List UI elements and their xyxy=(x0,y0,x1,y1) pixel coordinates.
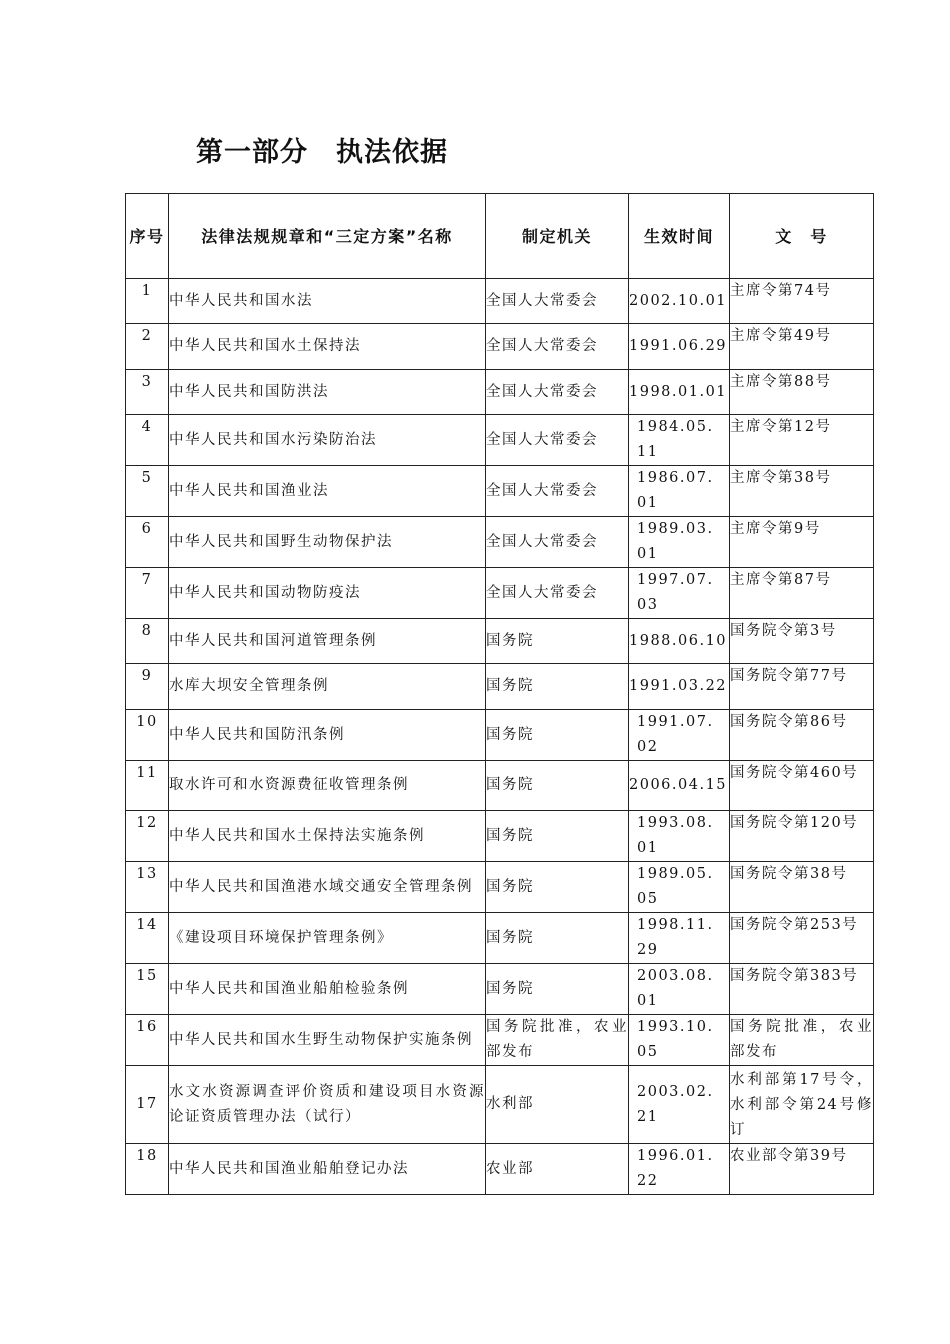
row-authority: 国务院 xyxy=(486,811,629,862)
row-authority: 全国人大常委会 xyxy=(486,568,629,619)
row-authority: 国务院 xyxy=(486,862,629,913)
row-date: 1998.01.01 xyxy=(629,370,730,415)
row-doc: 主席令第74号 xyxy=(730,279,874,324)
table-row xyxy=(126,862,874,913)
row-name: 中华人民共和国野生动物保护法 xyxy=(169,517,486,568)
row-date: 2002.10.01 xyxy=(629,279,730,324)
row-date: 1998.11.29 xyxy=(629,913,730,964)
row-seq: 1 xyxy=(126,279,169,324)
row-doc: 农业部令第39号 xyxy=(730,1144,874,1195)
row-doc: 国务院令第383号 xyxy=(730,964,874,1015)
row-seq: 18 xyxy=(126,1144,169,1195)
row-authority: 全国人大常委会 xyxy=(486,370,629,415)
row-date: 1996.01.22 xyxy=(629,1144,730,1195)
header-date: 生效时间 xyxy=(629,194,730,279)
row-seq: 13 xyxy=(126,862,169,913)
row-doc: 国务院批准，农业部发布 xyxy=(730,1015,874,1066)
row-authority: 水利部 xyxy=(486,1066,629,1144)
row-doc: 主席令第12号 xyxy=(730,415,874,466)
table-row xyxy=(126,568,874,619)
row-date: 1993.08.01 xyxy=(629,811,730,862)
row-date: 1993.10.05 xyxy=(629,1015,730,1066)
row-name: 中华人民共和国渔港水域交通安全管理条例 xyxy=(169,862,486,913)
row-name: 中华人民共和国渔业法 xyxy=(169,466,486,517)
row-authority: 全国人大常委会 xyxy=(486,279,629,324)
row-seq: 4 xyxy=(126,415,169,466)
table-body xyxy=(126,279,874,1195)
row-seq: 8 xyxy=(126,619,169,664)
header-name: 法律法规规章和“三定方案”名称 xyxy=(169,194,486,279)
row-authority: 国务院 xyxy=(486,710,629,761)
table-row xyxy=(126,370,874,415)
row-date: 2003.08.01 xyxy=(629,964,730,1015)
row-doc: 国务院令第77号 xyxy=(730,664,874,710)
row-name: 中华人民共和国动物防疫法 xyxy=(169,568,486,619)
row-seq: 12 xyxy=(126,811,169,862)
row-authority: 全国人大常委会 xyxy=(486,415,629,466)
row-doc: 国务院令第38号 xyxy=(730,862,874,913)
row-seq: 17 xyxy=(126,1066,169,1144)
row-name: 中华人民共和国水污染防治法 xyxy=(169,415,486,466)
row-name: 《建设项目环境保护管理条例》 xyxy=(169,913,486,964)
row-seq: 16 xyxy=(126,1015,169,1066)
row-name: 水库大坝安全管理条例 xyxy=(169,664,486,710)
row-authority: 国务院 xyxy=(486,664,629,710)
row-name: 中华人民共和国渔业船舶检验条例 xyxy=(169,964,486,1015)
row-authority: 国务院批准，农业部发布 xyxy=(486,1015,629,1066)
law-basis-table xyxy=(125,193,874,1195)
row-date: 2003.02.21 xyxy=(629,1066,730,1144)
row-seq: 2 xyxy=(126,324,169,370)
row-doc: 主席令第49号 xyxy=(730,324,874,370)
row-date: 2006.04.15 xyxy=(629,761,730,811)
row-doc: 主席令第38号 xyxy=(730,466,874,517)
row-seq: 11 xyxy=(126,761,169,811)
row-doc: 主席令第88号 xyxy=(730,370,874,415)
row-name: 中华人民共和国防汛条例 xyxy=(169,710,486,761)
table-row xyxy=(126,415,874,466)
row-authority: 国务院 xyxy=(486,761,629,811)
row-authority: 国务院 xyxy=(486,913,629,964)
table-row xyxy=(126,1144,874,1195)
row-doc: 主席令第9号 xyxy=(730,517,874,568)
row-date: 1989.05.05 xyxy=(629,862,730,913)
row-authority: 全国人大常委会 xyxy=(486,324,629,370)
row-seq: 3 xyxy=(126,370,169,415)
row-seq: 7 xyxy=(126,568,169,619)
table-row xyxy=(126,466,874,517)
row-date: 1991.03.22 xyxy=(629,664,730,710)
table-row xyxy=(126,664,874,710)
row-name: 中华人民共和国水生野生动物保护实施条例 xyxy=(169,1015,486,1066)
table-row xyxy=(126,1015,874,1066)
row-name: 中华人民共和国防洪法 xyxy=(169,370,486,415)
row-name: 中华人民共和国水土保持法 xyxy=(169,324,486,370)
row-name: 中华人民共和国渔业船舶登记办法 xyxy=(169,1144,486,1195)
row-date: 1984.05.11 xyxy=(629,415,730,466)
row-doc: 水利部第17号令，水利部令第24号修订 xyxy=(730,1066,874,1144)
row-date: 1988.06.10 xyxy=(629,619,730,664)
row-date: 1991.06.29 xyxy=(629,324,730,370)
row-name: 中华人民共和国水土保持法实施条例 xyxy=(169,811,486,862)
table-header-row xyxy=(126,194,874,279)
table-row xyxy=(126,619,874,664)
row-seq: 9 xyxy=(126,664,169,710)
row-doc: 国务院令第3号 xyxy=(730,619,874,664)
row-date: 1989.03.01 xyxy=(629,517,730,568)
row-authority: 国务院 xyxy=(486,964,629,1015)
row-doc: 国务院令第253号 xyxy=(730,913,874,964)
row-seq: 14 xyxy=(126,913,169,964)
row-seq: 5 xyxy=(126,466,169,517)
table-row xyxy=(126,1066,874,1144)
table-row xyxy=(126,913,874,964)
header-seq: 序号 xyxy=(126,194,169,279)
row-authority: 全国人大常委会 xyxy=(486,517,629,568)
row-doc: 国务院令第120号 xyxy=(730,811,874,862)
header-doc: 文 号 xyxy=(730,194,874,279)
header-authority: 制定机关 xyxy=(486,194,629,279)
row-name: 取水许可和水资源费征收管理条例 xyxy=(169,761,486,811)
page-title: 第一部分 执法依据 xyxy=(196,137,448,168)
row-seq: 6 xyxy=(126,517,169,568)
row-authority: 全国人大常委会 xyxy=(486,466,629,517)
row-doc: 国务院令第460号 xyxy=(730,761,874,811)
table-row xyxy=(126,517,874,568)
row-authority: 国务院 xyxy=(486,619,629,664)
table-row xyxy=(126,761,874,811)
row-name: 水文水资源调查评价资质和建设项目水资源论证资质管理办法（试行） xyxy=(169,1066,486,1144)
table-row xyxy=(126,279,874,324)
table-row xyxy=(126,964,874,1015)
row-date: 1997.07.03 xyxy=(629,568,730,619)
row-authority: 农业部 xyxy=(486,1144,629,1195)
row-seq: 10 xyxy=(126,710,169,761)
row-seq: 15 xyxy=(126,964,169,1015)
row-date: 1991.07.02 xyxy=(629,710,730,761)
row-name: 中华人民共和国河道管理条例 xyxy=(169,619,486,664)
row-name: 中华人民共和国水法 xyxy=(169,279,486,324)
table-row xyxy=(126,710,874,761)
table-row xyxy=(126,324,874,370)
table-row xyxy=(126,811,874,862)
row-date: 1986.07.01 xyxy=(629,466,730,517)
row-doc: 国务院令第86号 xyxy=(730,710,874,761)
row-doc: 主席令第87号 xyxy=(730,568,874,619)
